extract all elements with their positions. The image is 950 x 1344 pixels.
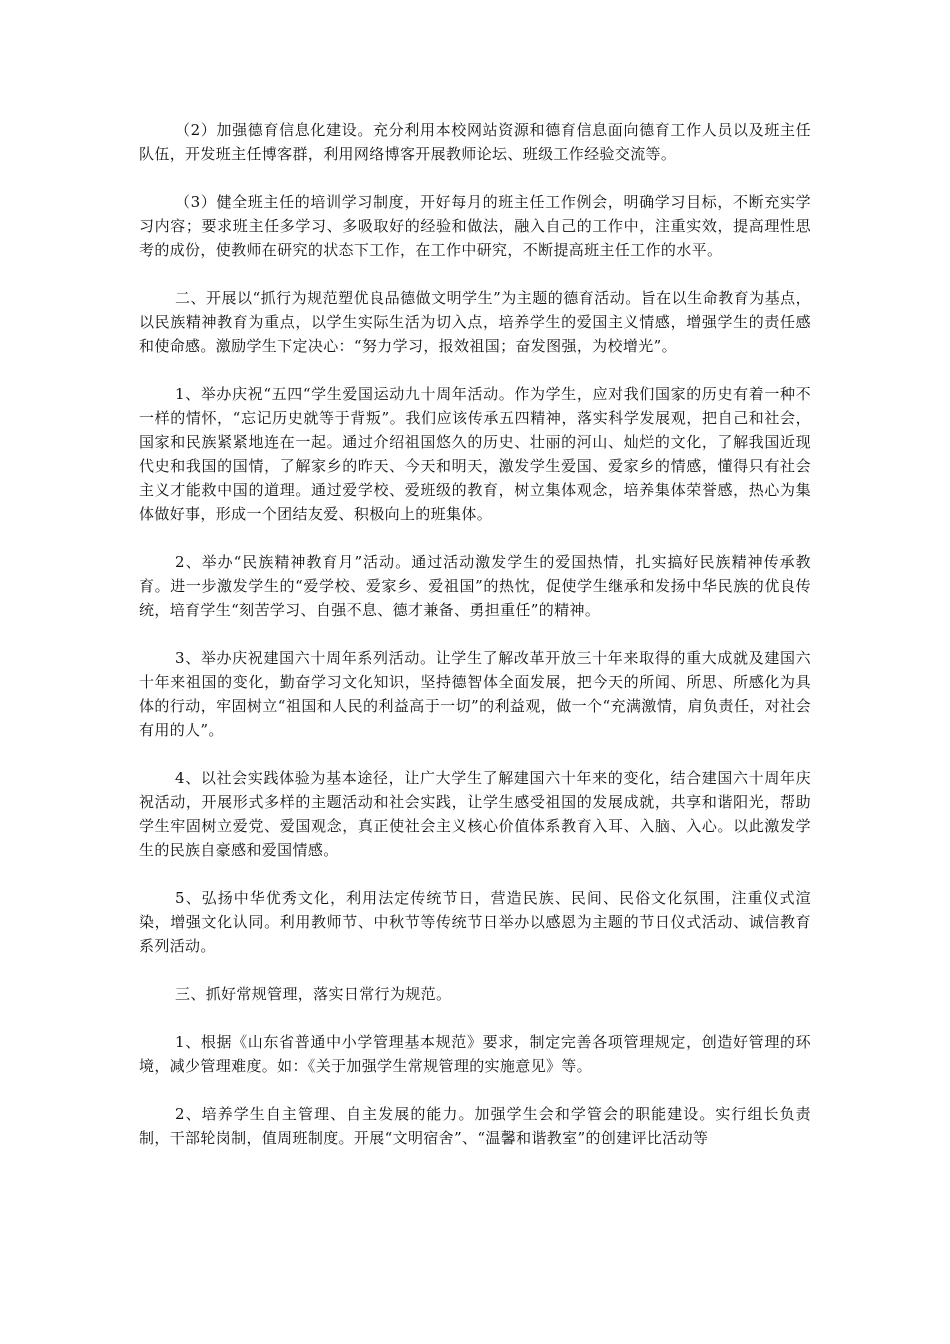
paragraph-traditional-culture: 5、弘扬中华优秀文化，利用法定传统节日，营造民族、民间、民俗文化氛围，注重仪式渲染，增强文化认同。利用教师节、中秋节等传统节日举办以感恩为主题的节日仪式活动、诚信教育系列活动。	[139, 889, 811, 955]
paragraph-moral-informatization: （2）加强德育信息化建设。充分利用本校网站资源和德育信息面向德育工作人员以及班主任队伍，开发班主任博客群，利用网络博客开展教师论坛、班级工作经验交流等。	[139, 121, 811, 163]
paragraph-sixtieth-anniversary: 3、举办庆祝建国六十周年系列活动。让学生了解改革开放三十年来取得的重大成就及建国六十年来祖国的变化，勤奋学习文化知识，坚持德智体全面发展，把今天的所闻、所思、所感化为具体的行动，牢固树立“祖国和人民的利益高于一切”的利益观，做一个“充满激情，肩负责任，对社会有用的人”。	[139, 649, 811, 739]
paragraph-national-spirit-month: 2、举办“民族精神教育月”活动。通过活动激发学生的爱国热情，扎实搞好民族精神传承教育。进一步激发学生的“爱学校、爱家乡、爱祖国”的热忱，促使学生继承和发扬中华民族的优良传统，培育学生“刻苦学习、自强不息、德才兼备、勇担重任”的精神。	[139, 553, 811, 619]
paragraph-teacher-training: （3）健全班主任的培训学习制度，开好每月的班主任工作例会，明确学习目标，不断充实学习内容；要求班主任多学习、多吸取好的经验和做法，融入自己的工作中，注重实效，提高理性思考的成份，使教师在研究的状态下工作，在工作中研究，不断提高班主任工作的水平。	[139, 193, 811, 259]
paragraph-section-three-heading: 三、抓好常规管理，落实日常行为规范。	[175, 985, 452, 1003]
paragraph-self-management: 2、培养学生自主管理、自主发展的能力。加强学生会和学管会的职能建设。实行组长负责制，干部轮岗制，值周班制度。开展“文明宿舍”、“温馨和谐教室”的创建评比活动等	[139, 1105, 811, 1147]
paragraph-section-two-heading: 二、开展以“抓行为规范塑优良品德做文明学生”为主题的德育活动。旨在以生命教育为基点，以民族精神教育为重点，以学生实际生活为切入点，培养学生的爱国主义情感，增强学生的责任感和使命感。激励学生下定决心：“努力学习，报效祖国；奋发图强，为校增光”。	[139, 289, 811, 355]
paragraph-social-practice: 4、以社会实践体验为基本途径，让广大学生了解建国六十年来的变化，结合建国六十周年庆祝活动，开展形式多样的主题活动和社会实践，让学生感受祖国的发展成就，共享和谐阳光，帮助学生牢固树立爱党、爱国观念，真正使社会主义核心价值体系教育入耳、入脑、入心。以此激发学生的民族自豪感和爱国情感。	[139, 769, 811, 859]
paragraph-may-fourth-activity: 1、举办庆祝“五四“学生爱国运动九十周年活动。作为学生，应对我们国家的历史有着一种不一样的情怀，“忘记历史就等于背叛”。我们应该传承五四精神，落实科学发展观，把自己和社会，国家和民族紧紧地连在一起。通过介绍祖国悠久的历史、壮丽的河山、灿烂的文化，了解我国近现代史和我国的国情，了解家乡的昨天、今天和明天，激发学生爱国、爱家乡的情感，懂得只有社会主义才能救中国的道理。通过爱学校、爱班级的教育，树立集体观念，培养集体荣誉感，热心为集体做好事，形成一个团结友爱、积极向上的班集体。	[139, 385, 811, 523]
document-body	[139, 118, 811, 1174]
paragraph-management-rules: 1、根据《山东省普通中小学管理基本规范》要求，制定完善各项管理规定，创造好管理的环境，减少管理难度。如：《关于加强学生常规管理的实施意见》等。	[139, 1033, 811, 1075]
